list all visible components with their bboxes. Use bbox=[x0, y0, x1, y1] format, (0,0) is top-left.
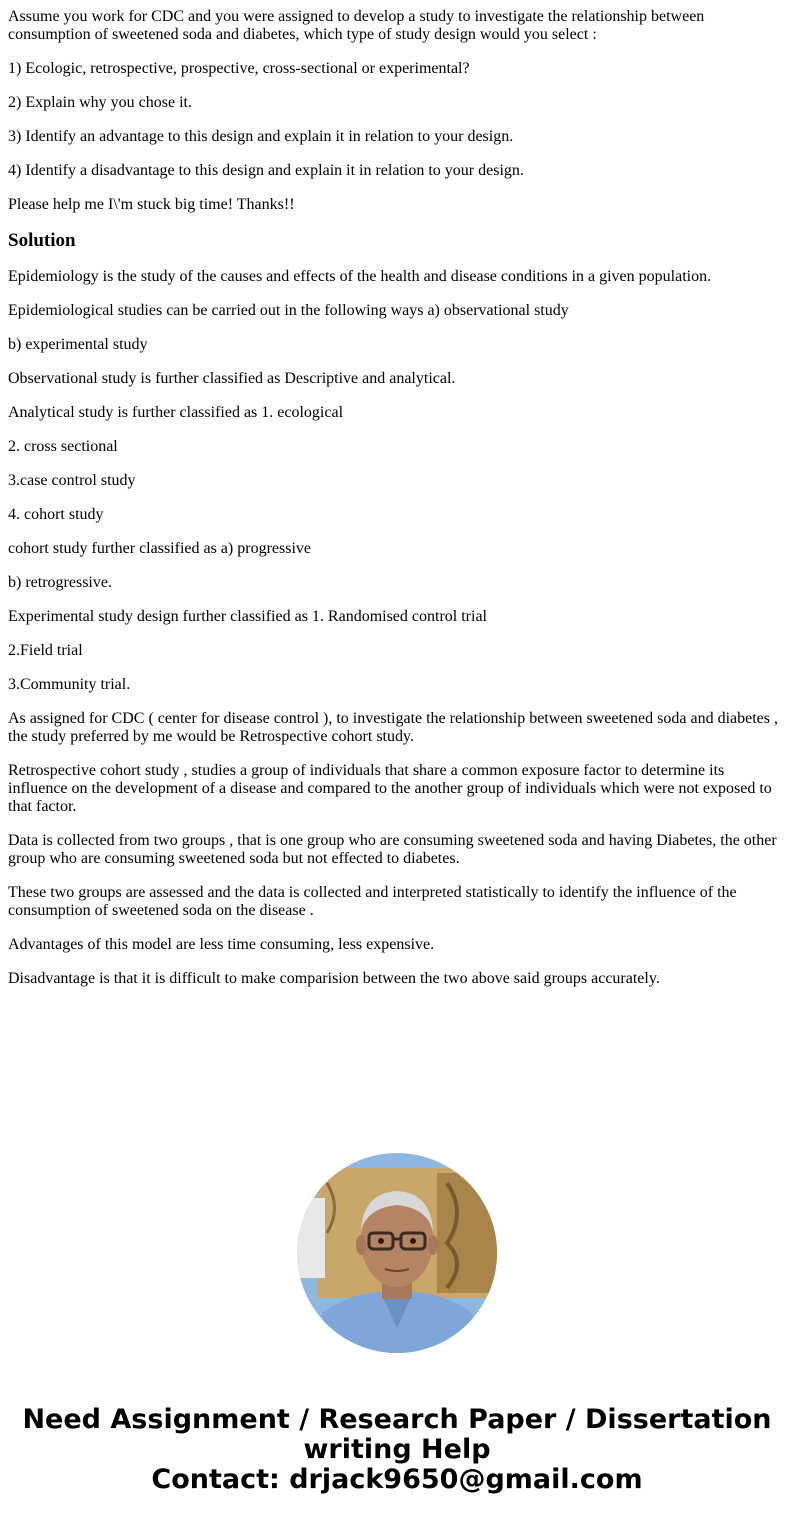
solution-paragraph: 2.Field trial bbox=[8, 642, 83, 659]
solution-paragraph: Data is collected from two groups , that is one group who are consuming sweetened soda and having Diabetes, the other group who are consuming sweetened soda but not effected to diabetes. bbox=[8, 832, 777, 867]
solution-paragraph: As assigned for CDC ( center for disease control ), to investigate the relationship between sweetened soda and diabetes , the study preferred by me would be Retrospective cohort study. bbox=[8, 710, 778, 745]
question-item: 2) Explain why you chose it. bbox=[8, 94, 192, 111]
solution-paragraph: Disadvantage is that it is difficult to make comparision between the two above said groups accurately. bbox=[8, 970, 660, 987]
solution-paragraph: Retrospective cohort study , studies a group of individuals that share a common exposure factor to determine its influence on the development of a disease and compared to the another group of individuals which were not exposed to that factor. bbox=[8, 762, 772, 815]
question-item: 1) Ecologic, retrospective, prospective, cross-sectional or experimental? bbox=[8, 60, 470, 77]
question-plea: Please help me I\'m stuck big time! Thanks!! bbox=[8, 196, 295, 213]
solution-paragraph: Experimental study design further classified as 1. Randomised control trial bbox=[8, 608, 487, 625]
solution-paragraph: These two groups are assessed and the data is collected and interpreted statistically to identify the influence of the consumption of sweetened soda on the disease . bbox=[8, 884, 737, 919]
solution-paragraph: Analytical study is further classified as 1. ecological bbox=[8, 404, 344, 421]
footer-contact: Contact: drjack9650@gmail.com bbox=[151, 1464, 643, 1495]
solution-paragraph: Observational study is further classified as Descriptive and analytical. bbox=[8, 370, 456, 387]
solution-paragraph: b) experimental study bbox=[8, 336, 148, 353]
solution-paragraph: Epidemiological studies can be carried out in the following ways a) observational study bbox=[8, 302, 569, 319]
contact-footer bbox=[0, 1405, 794, 1495]
solution-paragraph: Epidemiology is the study of the causes and effects of the health and disease conditions in a given population. bbox=[8, 268, 712, 285]
solution-paragraph: cohort study further classified as a) progressive bbox=[8, 540, 312, 557]
question-item: 3) Identify an advantage to this design and explain it in relation to your design. bbox=[8, 128, 514, 145]
question-intro: Assume you work for CDC and you were assigned to develop a study to investigate the relationship between consumption of sweetened soda and diabetes, which type of study design would you select : bbox=[8, 8, 705, 43]
question-and-solution bbox=[8, 8, 786, 1004]
footer-line: writing Help bbox=[303, 1434, 491, 1465]
solution-paragraph: 4. cohort study bbox=[8, 506, 104, 523]
author-avatar bbox=[297, 1153, 497, 1353]
solution-heading: Solution bbox=[8, 230, 76, 251]
solution-paragraph: Advantages of this model are less time consuming, less expensive. bbox=[8, 936, 435, 953]
solution-paragraph: b) retrogressive. bbox=[8, 574, 112, 591]
solution-paragraph: 3.Community trial. bbox=[8, 676, 131, 693]
question-item: 4) Identify a disadvantage to this design and explain it in relation to your design. bbox=[8, 162, 524, 179]
solution-paragraph: 2. cross sectional bbox=[8, 438, 118, 455]
author-photo bbox=[297, 1153, 497, 1353]
solution-paragraph: 3.case control study bbox=[8, 472, 136, 489]
footer-line: Need Assignment / Research Paper / Dissertation bbox=[22, 1404, 772, 1435]
